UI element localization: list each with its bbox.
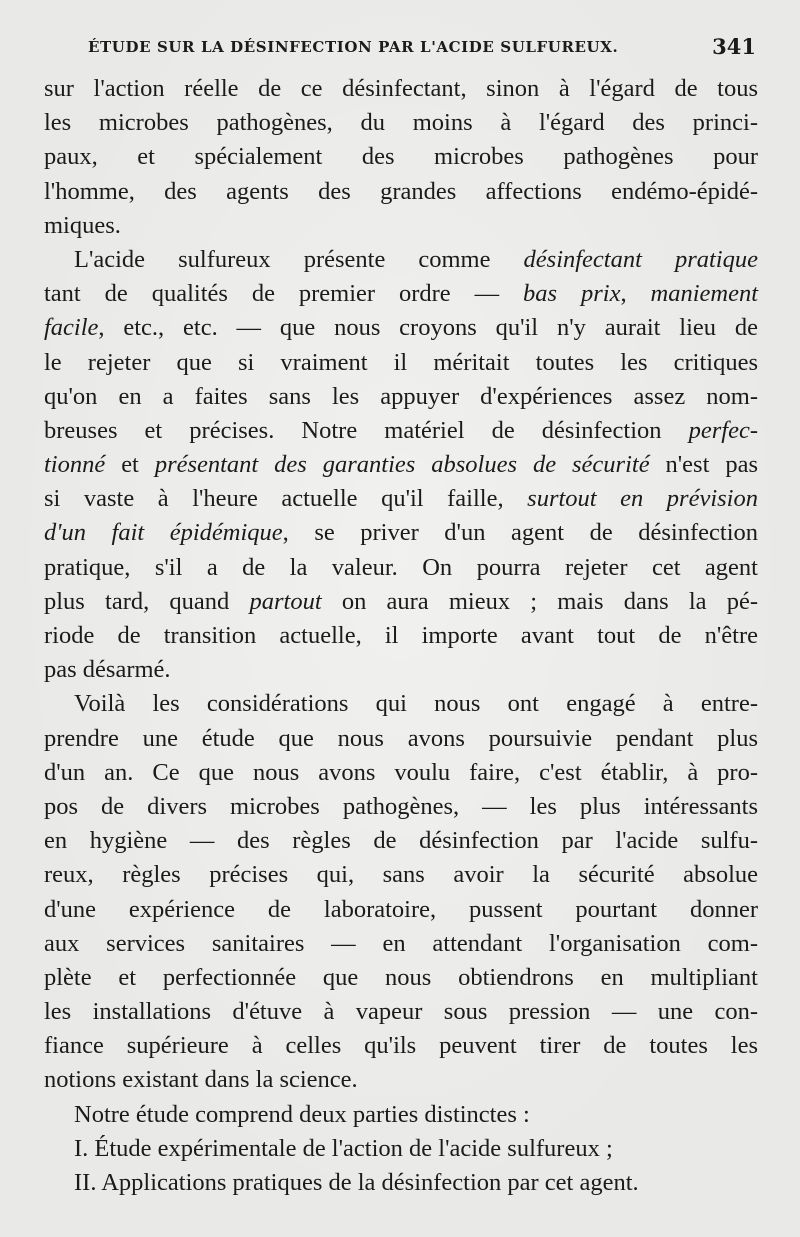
text-segment: tant de qualités de premier ordre — — [44, 280, 524, 308]
italic-segment: désinfectant pratique — [523, 245, 758, 273]
text-line: sur l'action réelle de ce désinfectant, sinon à l'égard de tous — [44, 75, 758, 102]
text-line: reux, règles précises qui, sans avoir la sécurité absolue — [44, 861, 758, 889]
text-line: paux, et spécialement des microbes pathogènes pour — [44, 143, 758, 171]
body-text — [44, 72, 758, 1200]
text-line: plète et perfectionnée que nous obtiendrons en multipliant — [44, 963, 758, 991]
text-line: riode de transition actuelle, il importe avant tout de n'être — [44, 622, 758, 649]
text-line: d'une expérience de laboratoire, pussent pourtant donner — [44, 895, 758, 923]
text-line: en hygiène — des règles de désinfection par l'acide sulfu- — [44, 827, 758, 855]
text-line: l'homme, des agents des grandes affections endémo-épidé- — [44, 177, 758, 205]
text-line: les microbes pathogènes, du moins à l'égard des princi- — [44, 109, 758, 137]
italic-segment: présentant des garanties absolues de sécurité — [154, 451, 650, 479]
italic-segment: partout — [249, 587, 322, 615]
italic-segment: d'un fait épidémique — [44, 519, 283, 547]
page-number: 341 — [712, 34, 756, 59]
text-line — [44, 516, 758, 550]
text-line — [44, 311, 758, 345]
text-line: pratique, s'il a de la valeur. On pourra rejeter cet agent — [44, 553, 758, 581]
running-title: ÉTUDE SUR LA DÉSINFECTION PAR L'ACIDE SULFUREUX. — [88, 38, 619, 56]
text-line — [44, 585, 758, 619]
text-line — [44, 448, 758, 482]
text-line: I. Étude expérimentale de l'action de l'acide sulfureux ; — [74, 1134, 613, 1162]
text-segment: , — [620, 280, 651, 308]
text-segment: L'acide sulfureux présente comme — [74, 245, 524, 273]
running-head — [88, 34, 756, 64]
text-segment: n'est pas — [649, 451, 758, 479]
text-line: Voilà les considérations qui nous ont engagé à entre- — [74, 690, 758, 718]
text-line: aux services sanitaires — en attendant l'organisation com- — [44, 929, 758, 957]
text-line — [44, 414, 758, 448]
text-line: Notre étude comprend deux parties distinctes : — [74, 1100, 530, 1128]
text-line: qu'on en a faites sans les appuyer d'expériences assez nom- — [44, 382, 758, 410]
italic-segment: surtout en prévision — [527, 485, 758, 513]
text-line: notions existant dans la science. — [44, 1066, 358, 1094]
text-segment: et — [105, 451, 155, 479]
italic-segment: bas prix — [523, 280, 621, 308]
text-line: le rejeter que si vraiment il méritait toutes les critiques — [44, 348, 758, 376]
text-segment: on aura mieux ; mais dans la pé- — [321, 587, 758, 615]
text-line: II. Applications pratiques de la désinfection par cet agent. — [74, 1169, 639, 1196]
text-line — [44, 277, 758, 311]
text-line: pas désarmé. — [44, 656, 171, 684]
italic-segment: facile — [44, 314, 99, 342]
text-segment: si vaste à l'heure actuelle qu'il faille, — [44, 485, 528, 513]
italic-segment: maniement — [650, 280, 759, 308]
text-segment: , etc., etc. — que nous croyons qu'il n'y aurait lieu de — [98, 314, 758, 342]
italic-segment: tionné — [44, 451, 106, 479]
text-line: les installations d'étuve à vapeur sous pression — une con- — [44, 998, 758, 1026]
text-line: d'un an. Ce que nous avons voulu faire, c'est établir, à pro- — [44, 758, 758, 786]
text-segment: , se priver d'un agent de désinfection — [282, 519, 758, 547]
text-segment: breuses et précises. Notre matériel de désinfection — [44, 416, 689, 444]
text-segment: plus tard, quand — [44, 587, 250, 615]
text-line: fiance supérieure à celles qu'ils peuvent tirer de toutes les — [44, 1032, 758, 1060]
text-line — [44, 243, 758, 277]
text-line: pos de divers microbes pathogènes, — les plus intéressants — [44, 792, 758, 820]
text-line: miques. — [44, 211, 121, 239]
italic-segment: perfec- — [688, 416, 758, 444]
text-line — [44, 482, 758, 516]
text-line: prendre une étude que nous avons poursuivie pendant plus — [44, 724, 758, 752]
